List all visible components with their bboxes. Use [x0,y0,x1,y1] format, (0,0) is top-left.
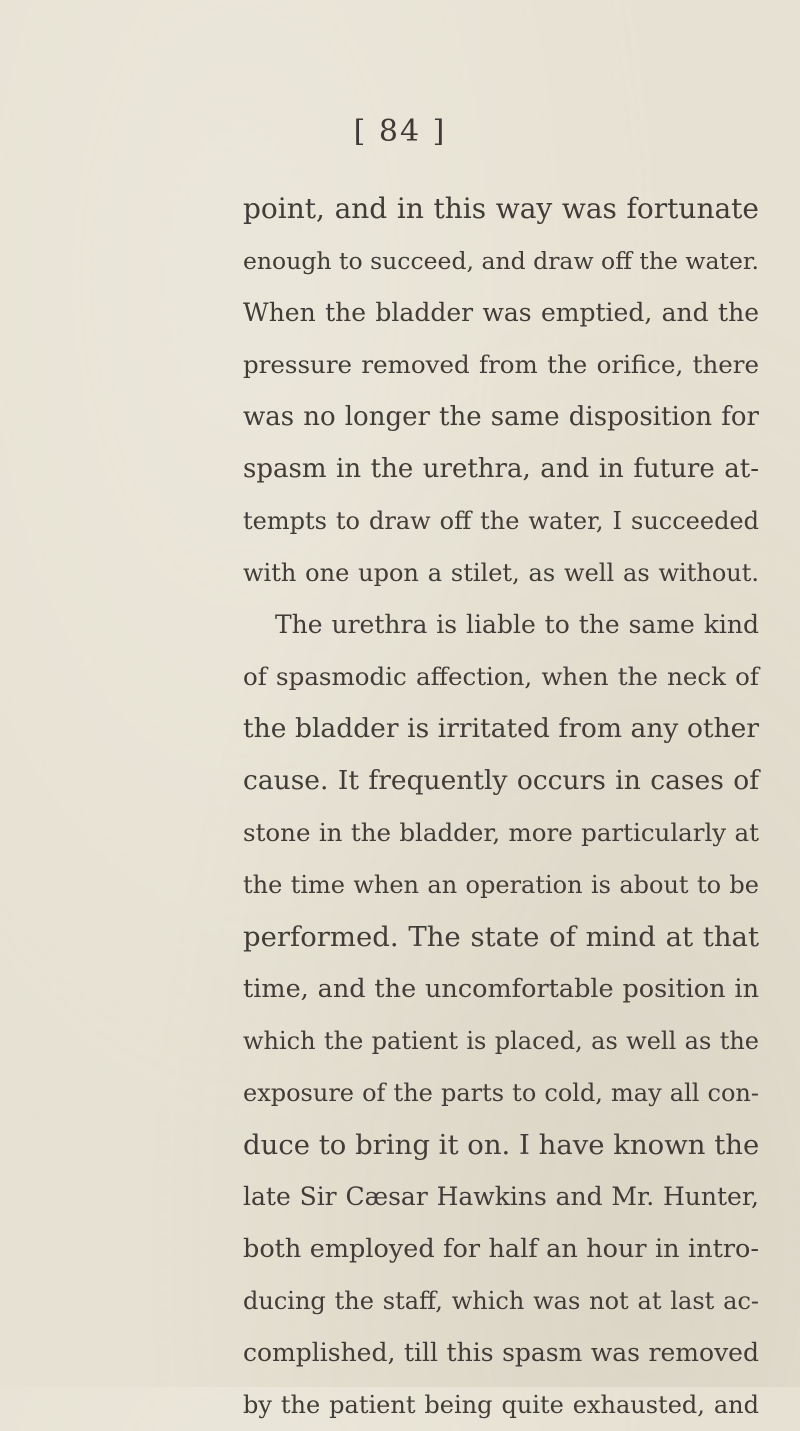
text-line: the bladder is irritated from any other [243,713,759,744]
text-line: cause. It frequently occurs in cases of [243,765,759,796]
text-line: ducing the staff, which was not at last ac- [243,1287,759,1315]
text-line: time, and the uncomfortable position in [243,974,759,1004]
text-line: complished, till this spasm was removed [243,1338,759,1367]
text-line: pressure removed from the orifice, there [243,350,759,379]
text-line: duce to bring it on. I have known the [243,1129,760,1161]
text-line: by the patient being quite exhausted, and [243,1391,759,1419]
text-line: with one upon a stilet, as well as without. [243,559,759,587]
text-line: the time when an operation is about to be [243,871,759,899]
text-line: was no longer the same disposition for [243,402,759,432]
text-line: enough to succeed, and draw off the water. [243,247,759,275]
text-line: point, and in this way was fortunate [243,192,759,225]
text-line: exposure of the parts to cold, may all con- [243,1079,759,1107]
paragraph-start-line: The urethra is liable to the same kind [275,610,759,639]
text-line: stone in the bladder, more particularly at [243,818,759,847]
text-line: which the patient is placed, as well as the [243,1027,759,1055]
text-line: spasm in the urethra, and in future at- [243,454,759,484]
text-line: late Sir Cæsar Hawkins and Mr. Hunter, [243,1182,759,1211]
text-line: both employed for half an hour in intro- [243,1234,759,1264]
text-line: of spasmodic affection, when the neck of [243,662,759,691]
body-text [243,183,759,1431]
text-line: tempts to draw off the water, I succeeded [243,507,759,535]
page-number: [ 84 ] [353,114,447,149]
text-line: performed. The state of mind at that [243,921,759,953]
text-line: When the bladder was emptied, and the [243,298,759,327]
